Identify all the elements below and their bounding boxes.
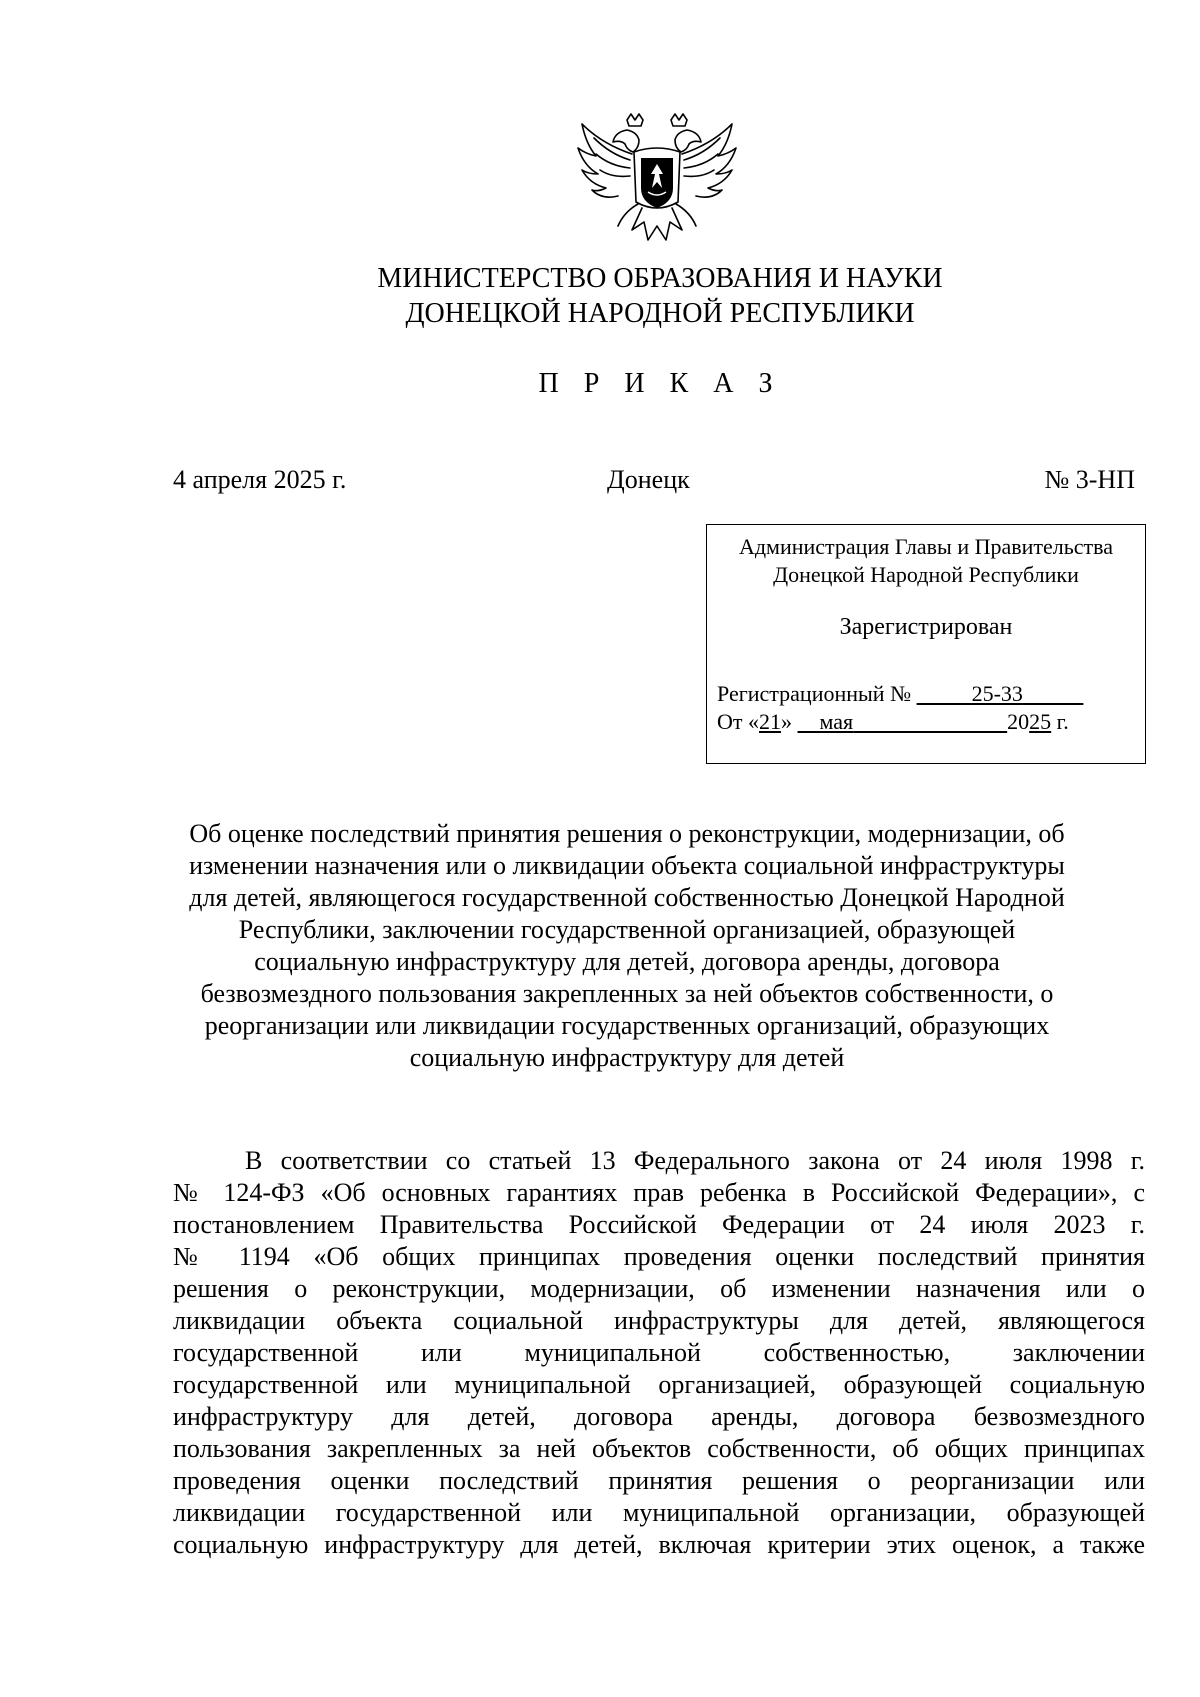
registration-stamp xyxy=(706,524,1146,764)
subject-line: социальную инфраструктуру для детей, договора аренды, договора xyxy=(254,947,1000,976)
body-line: социальную инфраструктуру для детей, включая критерии этих оценок, а также xyxy=(173,1530,1145,1559)
stamp-year-unit: г. xyxy=(1051,709,1069,734)
stamp-from-label: От « xyxy=(717,709,760,734)
body-line: инфраструктуру для детей, договора аренды, договора безвозмездного xyxy=(173,1402,1145,1431)
body-line: В соответствии со статьей 13 Федерального закона от 24 июля 1998 г. xyxy=(245,1146,1145,1175)
subject-line: изменении назначения или о ликвидации объекта социальной инфраструктуры xyxy=(189,851,1065,880)
body-line: решения о реконструкции, модернизации, об изменении назначения или о xyxy=(173,1274,1145,1303)
stamp-admin-line2: Донецкой Народной Республики xyxy=(773,562,1079,587)
subject-line: для детей, являющегося государственной собственностью Донецкой Народной xyxy=(189,883,1065,912)
stamp-day: 21 xyxy=(759,709,782,734)
body-line: государственной или муниципальной организацией, образующей социальную xyxy=(173,1370,1145,1399)
ministry-name-line1: МИНИСТЕРСТВО ОБРАЗОВАНИЯ И НАУКИ xyxy=(377,263,943,294)
body-line: № 1194 «Об общих принципах проведения оценки последствий принятия xyxy=(173,1242,1145,1271)
body-line: проведения оценки последствий принятия решения о реорганизации или xyxy=(173,1466,1145,1495)
stamp-year-prefix: 20 xyxy=(1007,709,1030,734)
stamp-registration-date-line xyxy=(717,708,1139,736)
stamp-reg-number: 25-33 xyxy=(971,681,1023,706)
stamp-registration-number-line xyxy=(717,680,1139,708)
subject-line: социальную инфраструктуру для детей xyxy=(409,1043,845,1072)
body-line: государственной или муниципальной собственностью, заключении xyxy=(173,1338,1145,1367)
stamp-year-suffix: 25 xyxy=(1029,709,1052,734)
stamp-status: Зарегистрирован xyxy=(839,614,1013,640)
ministry-name-line2: ДОНЕЦКОЙ НАРОДНОЙ РЕСПУБЛИКИ xyxy=(405,298,915,329)
subject-line: Республики, заключении государственной организацией, образующей xyxy=(238,915,1016,944)
order-city: Донецк xyxy=(607,465,690,494)
order-number: № 3-НП xyxy=(1044,465,1135,494)
stamp-month: мая xyxy=(819,709,854,734)
stamp-reg-label: Регистрационный № xyxy=(717,681,912,706)
body-line: ликвидации государственной или муниципальной организации, образующей xyxy=(173,1498,1145,1527)
subject-line: безвозмездного пользования закрепленных за ней объектов собственности, о xyxy=(200,979,1054,1008)
body-line: постановлением Правительства Российской Федерации от 24 июля 2023 г. xyxy=(173,1210,1145,1239)
document-type-title: П Р И К А З xyxy=(538,368,782,399)
order-date: 4 апреля 2025 г. xyxy=(173,465,347,494)
body-line: пользования закрепленных за ней объектов собственности, об общих принципах xyxy=(173,1434,1145,1463)
body-line: ликвидации объекта социальной инфраструктуры для детей, являющегося xyxy=(173,1306,1145,1335)
body-line: № 124-ФЗ «Об основных гарантиях прав ребенка в Российской Федерации», с xyxy=(173,1178,1145,1207)
dpr-coat-of-arms-eagle-icon xyxy=(572,112,742,257)
stamp-from-close: » xyxy=(781,709,793,734)
subject-line: реорганизации или ликвидации государственных организаций, образующих xyxy=(204,1011,1050,1040)
stamp-admin-line1: Администрация Главы и Правительства xyxy=(738,534,1114,559)
subject-line: Об оценке последствий принятия решения о реконструкции, модернизации, об xyxy=(189,819,1065,848)
